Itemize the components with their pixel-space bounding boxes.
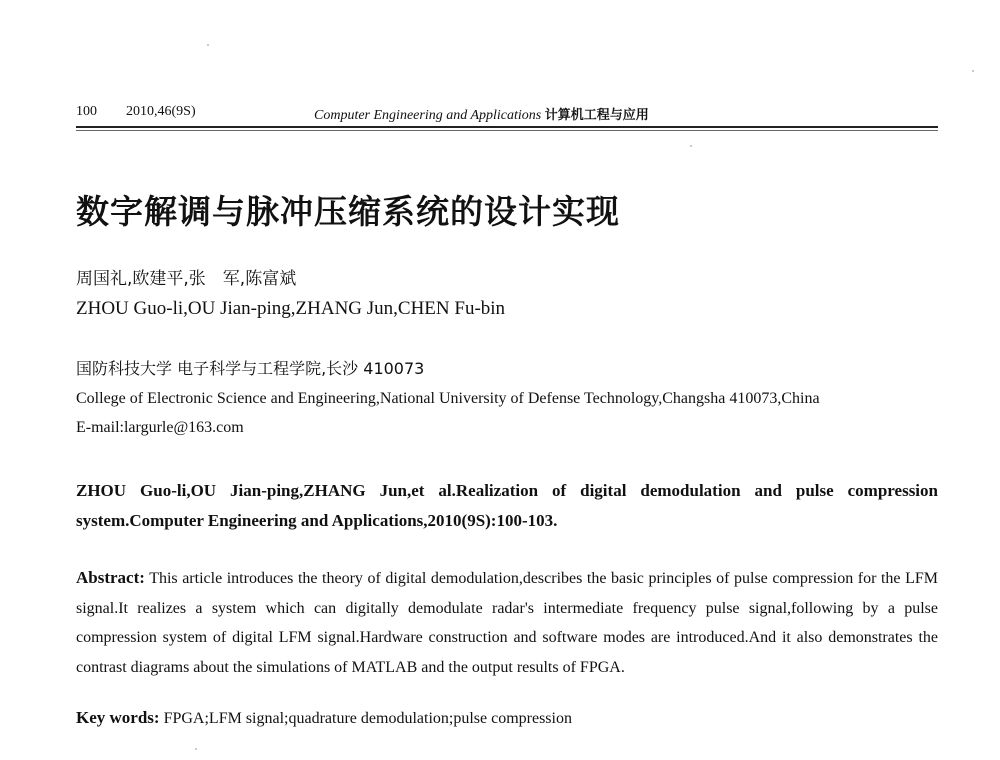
journal-name-en: Computer Engineering and Applications: [314, 108, 542, 123]
header-rule: [76, 126, 938, 128]
abstract: [76, 563, 938, 682]
citation-reference: ZHOU Guo-li,OU Jian-ping,ZHANG Jun,et al.Realization of digital demodulation and pulse compression system.Computer Engineering and Applications,2010(9S):100-103.: [76, 481, 938, 530]
journal-name-cn: 计算机工程与应用: [544, 108, 649, 123]
volume-issue: 2010,46(9S): [126, 104, 196, 119]
header-rule-thin: [76, 130, 938, 131]
scan-speck: [690, 145, 692, 147]
paper-title: 数字解调与脉冲压缩系统的设计实现: [76, 192, 620, 231]
author-email: E-mail:largurle@163.com: [76, 419, 244, 436]
abstract-label: Abstract:: [76, 568, 145, 587]
affiliation-chinese: 国防科技大学 电子科学与工程学院,长沙 410073: [76, 359, 425, 378]
running-header: [76, 104, 936, 126]
abstract-text: This article introduces the theory of digital demodulation,describes the basic principles of pulse compression for the LFM signal.It realizes a system which can digitally demodulate radar's intermediate frequency pulse signal,following by a pulse compression system of digital LFM signal.Hardware construction and software modes are introduced.And it also demonstrates the contrast diagrams about the simulations of MATLAB and the output results of FPGA.: [76, 570, 938, 676]
affiliation-english: College of Electronic Science and Engineering,National University of Defense Technology,Changsha 410073,China: [76, 390, 820, 407]
keywords-text: FPGA;LFM signal;quadrature demodulation;pulse compression: [163, 710, 572, 727]
journal-name: [314, 104, 649, 124]
keywords-label: Key words:: [76, 708, 160, 727]
scan-speck: [195, 748, 197, 750]
page-number: 100: [76, 104, 97, 119]
keywords: [76, 708, 938, 728]
authors-english: ZHOU Guo-li,OU Jian-ping,ZHANG Jun,CHEN Fu-bin: [76, 298, 506, 319]
scan-speck: [972, 70, 974, 72]
scan-speck: [207, 44, 209, 46]
authors-chinese: 周国礼,欧建平,张 军,陈富斌: [76, 269, 297, 289]
